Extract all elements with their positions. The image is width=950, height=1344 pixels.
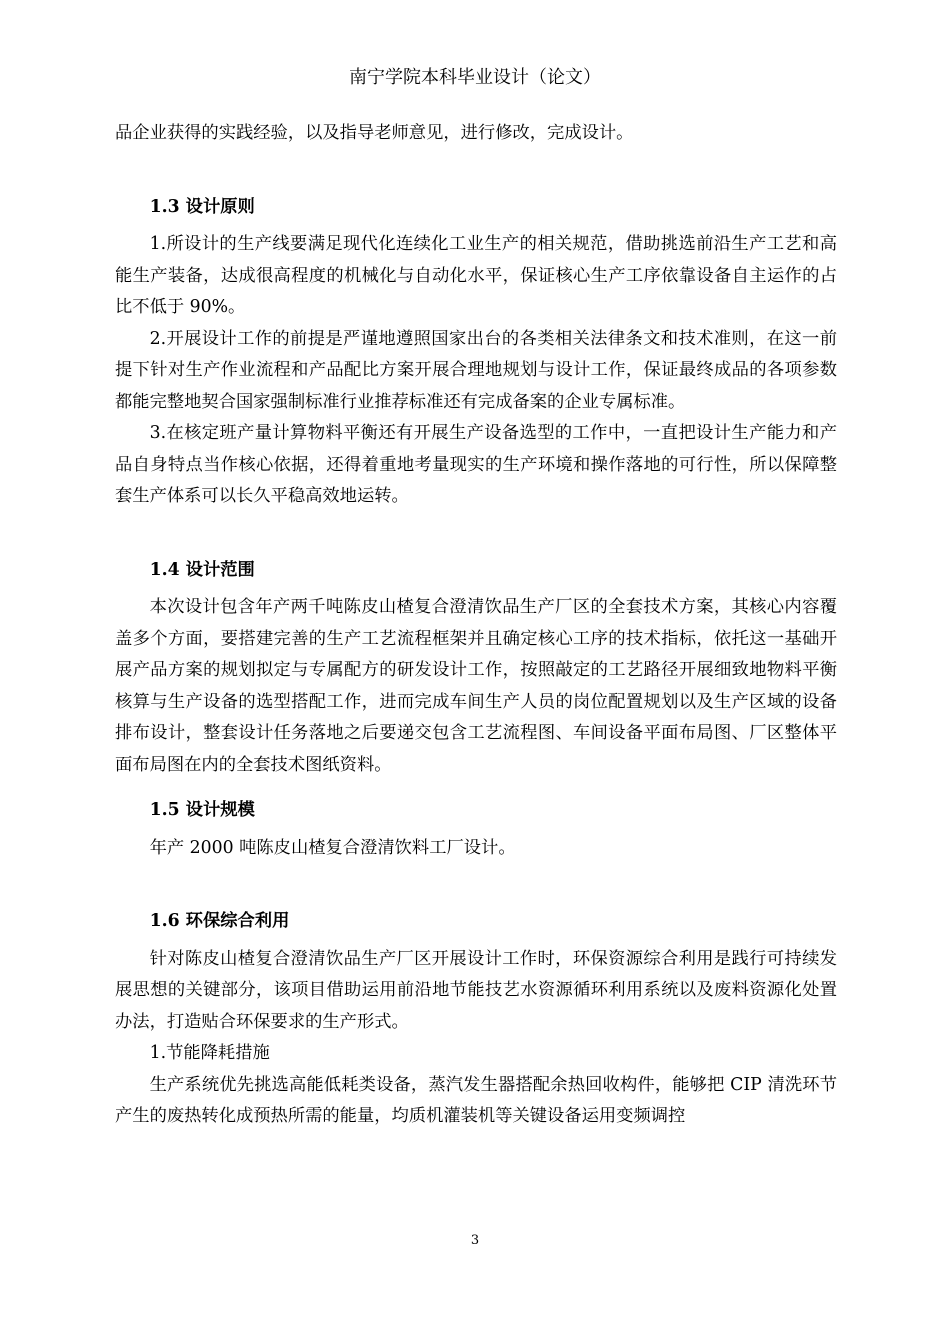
paragraph: 3.在核定班产量计算物料平衡还有开展生产设备选型的工作中，一直把设计生产能力和产品自身特点当作核心依据，还得着重地考量现实的生产环境和操作落地的可行性，所以保障整套生产体系可以长久平稳高效地运转。	[115, 423, 837, 506]
paragraph: 2.开展设计工作的前提是严谨地遵照国家出台的各类相关法律条文和技术准则，在这一前提下针对生产作业流程和产品配比方案开展合理地规划与设计工作，保证最终成品的各项参数都能完整地契合国家强制标准行业推荐标准还有完成备案的企业专属标准。	[115, 328, 837, 412]
section-heading-1-3: 1.3 设计原则	[149, 196, 255, 217]
continued-paragraph: 品企业获得的实践经验，以及指导老师意见，进行修改，完成设计。	[115, 123, 634, 143]
body-content	[115, 118, 837, 1133]
list-item-label: 1.节能降耗措施	[149, 1043, 270, 1063]
section-heading-1-6: 1.6 环保综合利用	[149, 911, 290, 931]
running-header: 南宁学院本科毕业设计（论文）	[349, 67, 601, 88]
paragraph: 本次设计包含年产两千吨陈皮山楂复合澄清饮品生产厂区的全套技术方案，其核心内容覆盖多个方面，要搭建完善的生产工艺流程框架并且确定核心工序的技术指标，依托这一基础开展产品方案的规划拟定与专属配方的研发设计工作，按照敲定的工艺路径开展细致地物料平衡核算与生产设备的选型搭配工作，进而完成车间生产人员的岗位配置规划以及生产区域的设备排布设计，整套设计任务落地之后要递交包含工艺流程图、车间设备平面布局图、厂区整体平面布局图在内的全套技术图纸资料。	[115, 597, 837, 775]
section-heading-1-4: 1.4 设计范围	[149, 559, 255, 580]
paragraph: 针对陈皮山楂复合澄清饮品生产厂区开展设计工作时，环保资源综合利用是践行可持续发展思想的关键部分，该项目借助运用前沿地节能技艺水资源循环利用系统以及废料资源化处置办法，打造贴合环保要求的生产形式。	[115, 948, 837, 1032]
paragraph: 生产系统优先挑选高能低耗类设备，蒸汽发生器搭配余热回收构件，能够把 CIP 清洗环节产生的废热转化成预热所需的能量，均质机灌装机等关键设备运用变频调控	[115, 1074, 837, 1126]
paragraph: 年产 2000 吨陈皮山楂复合澄清饮料工厂设计。	[149, 837, 516, 858]
page-number: 3	[470, 1233, 480, 1248]
section-heading-1-5: 1.5 设计规模	[149, 800, 255, 820]
paragraph: 1.所设计的生产线要满足现代化连续化工业生产的相关规范，借助挑选前沿生产工艺和高能生产装备，达成很高程度的机械化与自动化水平，保证核心生产工序依靠设备自主运作的占比不低于 90%。	[115, 234, 837, 317]
